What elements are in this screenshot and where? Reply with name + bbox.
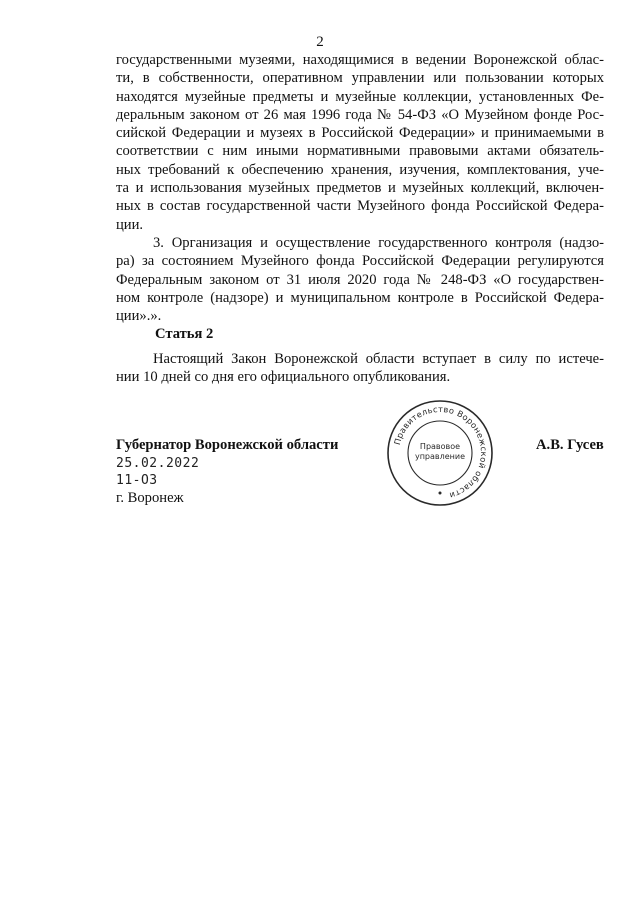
signer-name: А.В. Гусев [536,437,604,453]
official-seal [385,398,495,508]
signer-title: Губернатор Воронежской области [116,437,339,453]
body-line: 3. Организация и осуществление государственного контроля (надзо- [153,234,604,251]
body-line: соответствии с ним иными нормативными правовыми актами обязатель- [116,143,604,160]
body-line: ных в состав государственной части Музейного фонда Российской Федера- [116,198,604,215]
body-text [116,51,604,325]
signing-city: г. Воронеж [116,490,184,506]
body-line: ти, в собственности, оперативном управлении или пользовании которых [116,70,604,87]
body-line: ном контроле (надзоре) и муниципальном контроле в Российской Федера- [116,289,604,306]
body-line: деральным законом от 26 мая 1996 года № 54-ФЗ «О Музейном фонде Рос- [116,106,604,123]
seal-center-line-2: управление [414,452,466,461]
body-line: Федеральным законом от 31 июля 2020 года № 248-ФЗ «О государствен- [116,271,604,288]
body-line: государственными музеями, находящимися в ведении Воронежской облас- [116,52,604,68]
page-number: 2 [316,34,324,50]
law-number: 11-ОЗ [116,473,158,488]
body-line: ции. [116,216,144,233]
seal-center-line-1: Правовое [419,442,461,451]
article-heading: Статья 2 [155,326,214,342]
seal-star [439,492,442,495]
article-line: нии 10 дней со дня его официального опубликования. [116,369,451,386]
body-line: сийской Федерации и музеях в Российской Федерации» и принимаемыми в [116,125,604,142]
body-line: та и использования музейных предметов и музейных коллекций, включен- [116,180,604,197]
article-text [116,350,604,387]
body-line: находятся музейные предметы и музейные коллекции, установленных Фе- [116,88,604,105]
seal-ring-text: Правительство Воронежской области [391,403,490,501]
body-line: ра) за состоянием Музейного фонда Российской Федерации регулируются [116,253,604,270]
article-line: Настоящий Закон Воронежской области вступает в силу по истече- [153,351,604,367]
body-line: ных требований к обеспечению хранения, изучения, комплектования, уче- [116,161,604,178]
signing-date: 25.02.2022 [116,456,200,471]
body-line: ции».». [116,308,162,325]
